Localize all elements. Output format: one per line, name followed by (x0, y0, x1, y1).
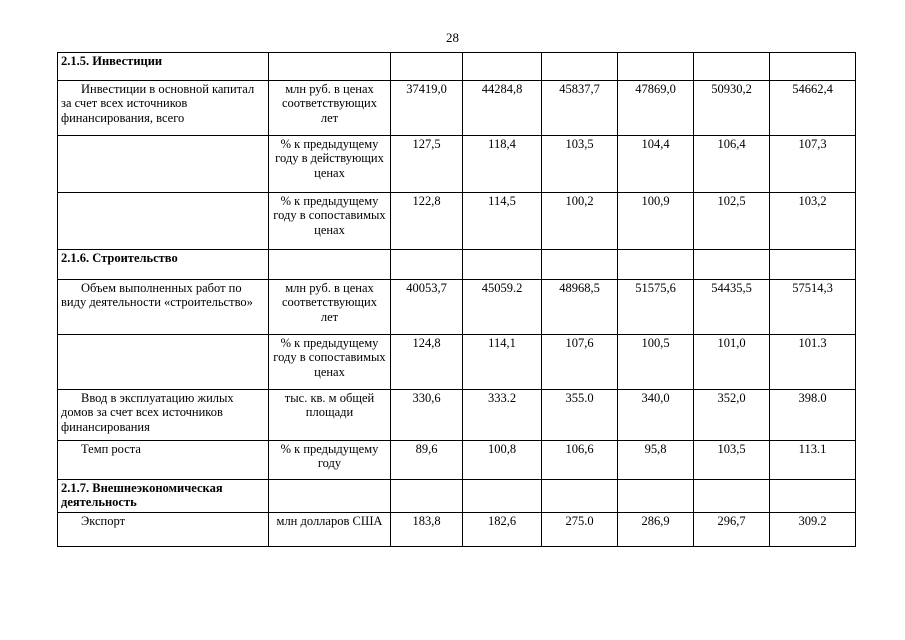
value-cell: 102,5 (694, 193, 770, 250)
value-cell: 104,4 (618, 136, 694, 193)
value-cell: 124,8 (391, 335, 463, 390)
value-cell: 275.0 (542, 512, 618, 546)
indicator-cell: Экспорт (58, 512, 269, 546)
value-cell: 182,6 (463, 512, 542, 546)
value-cell: 183,8 (391, 512, 463, 546)
indicator-cell (58, 193, 269, 250)
value-cell: 309.2 (770, 512, 856, 546)
statistics-table-body (58, 53, 856, 547)
value-cell: 114,1 (463, 335, 542, 390)
value-cell: 330,6 (391, 390, 463, 441)
empty-cell (463, 480, 542, 513)
empty-cell (542, 250, 618, 280)
unit-cell: млн руб. в ценах соответствующих лет (269, 81, 391, 136)
data-row (58, 136, 856, 193)
empty-cell (269, 480, 391, 513)
empty-cell (618, 53, 694, 81)
empty-cell (542, 480, 618, 513)
data-row (58, 512, 856, 546)
value-cell: 45837,7 (542, 81, 618, 136)
empty-cell (269, 53, 391, 81)
data-row (58, 193, 856, 250)
section-label-cell: 2.1.7. Внешнеэкономическая деятельность (58, 480, 269, 513)
value-cell: 398.0 (770, 390, 856, 441)
value-cell: 37419,0 (391, 81, 463, 136)
unit-cell: % к предыдущему году в сопоставимых ценах (269, 335, 391, 390)
value-cell: 101,0 (694, 335, 770, 390)
value-cell: 100,5 (618, 335, 694, 390)
empty-cell (770, 480, 856, 513)
value-cell: 286,9 (618, 512, 694, 546)
section-row (58, 250, 856, 280)
unit-cell: млн долларов США (269, 512, 391, 546)
value-cell: 100,9 (618, 193, 694, 250)
value-cell: 47869,0 (618, 81, 694, 136)
value-cell: 107,3 (770, 136, 856, 193)
value-cell: 296,7 (694, 512, 770, 546)
section-row (58, 53, 856, 81)
section-label-cell: 2.1.6. Строительство (58, 250, 269, 280)
data-row (58, 335, 856, 390)
empty-cell (391, 250, 463, 280)
section-row (58, 480, 856, 513)
data-row (58, 390, 856, 441)
value-cell: 127,5 (391, 136, 463, 193)
value-cell: 118,4 (463, 136, 542, 193)
page-number: 28 (446, 30, 459, 45)
empty-cell (463, 53, 542, 81)
value-cell: 103,2 (770, 193, 856, 250)
value-cell: 100,2 (542, 193, 618, 250)
value-cell: 57514,3 (770, 280, 856, 335)
empty-cell (542, 53, 618, 81)
value-cell: 44284,8 (463, 81, 542, 136)
value-cell: 352,0 (694, 390, 770, 441)
empty-cell (770, 250, 856, 280)
unit-cell: % к предыдущему году в сопоставимых ценах (269, 193, 391, 250)
value-cell: 95,8 (618, 441, 694, 480)
empty-cell (694, 53, 770, 81)
value-cell: 51575,6 (618, 280, 694, 335)
value-cell: 340,0 (618, 390, 694, 441)
value-cell: 107,6 (542, 335, 618, 390)
value-cell: 40053,7 (391, 280, 463, 335)
value-cell: 54435,5 (694, 280, 770, 335)
data-row (58, 81, 856, 136)
unit-cell: тыс. кв. м общей площади (269, 390, 391, 441)
value-cell: 103,5 (694, 441, 770, 480)
empty-cell (391, 480, 463, 513)
unit-cell: % к предыдущему году в действующих ценах (269, 136, 391, 193)
value-cell: 101.3 (770, 335, 856, 390)
value-cell: 106,6 (542, 441, 618, 480)
data-row (58, 441, 856, 480)
indicator-cell: Темп роста (58, 441, 269, 480)
value-cell: 355.0 (542, 390, 618, 441)
value-cell: 106,4 (694, 136, 770, 193)
unit-cell: млн руб. в ценах соответствующих лет (269, 280, 391, 335)
empty-cell (463, 250, 542, 280)
value-cell: 122,8 (391, 193, 463, 250)
empty-cell (391, 53, 463, 81)
value-cell: 89,6 (391, 441, 463, 480)
data-row (58, 280, 856, 335)
empty-cell (618, 480, 694, 513)
indicator-cell (58, 335, 269, 390)
indicator-cell: Инвестиции в основной капитал за счет всех источников финансирования, всего (58, 81, 269, 136)
indicator-cell: Ввод в эксплуатацию жилых домов за счет всех источников финансирования (58, 390, 269, 441)
value-cell: 103,5 (542, 136, 618, 193)
indicator-cell: Объем выполненных работ по виду деятельности «строительство» (58, 280, 269, 335)
value-cell: 114,5 (463, 193, 542, 250)
value-cell: 113.1 (770, 441, 856, 480)
statistics-table (57, 52, 856, 547)
indicator-cell (58, 136, 269, 193)
value-cell: 45059.2 (463, 280, 542, 335)
empty-cell (618, 250, 694, 280)
value-cell: 48968,5 (542, 280, 618, 335)
empty-cell (694, 480, 770, 513)
empty-cell (694, 250, 770, 280)
value-cell: 54662,4 (770, 81, 856, 136)
empty-cell (269, 250, 391, 280)
empty-cell (770, 53, 856, 81)
value-cell: 100,8 (463, 441, 542, 480)
value-cell: 333.2 (463, 390, 542, 441)
unit-cell: % к предыдущему году (269, 441, 391, 480)
section-label-cell: 2.1.5. Инвестиции (58, 53, 269, 81)
value-cell: 50930,2 (694, 81, 770, 136)
